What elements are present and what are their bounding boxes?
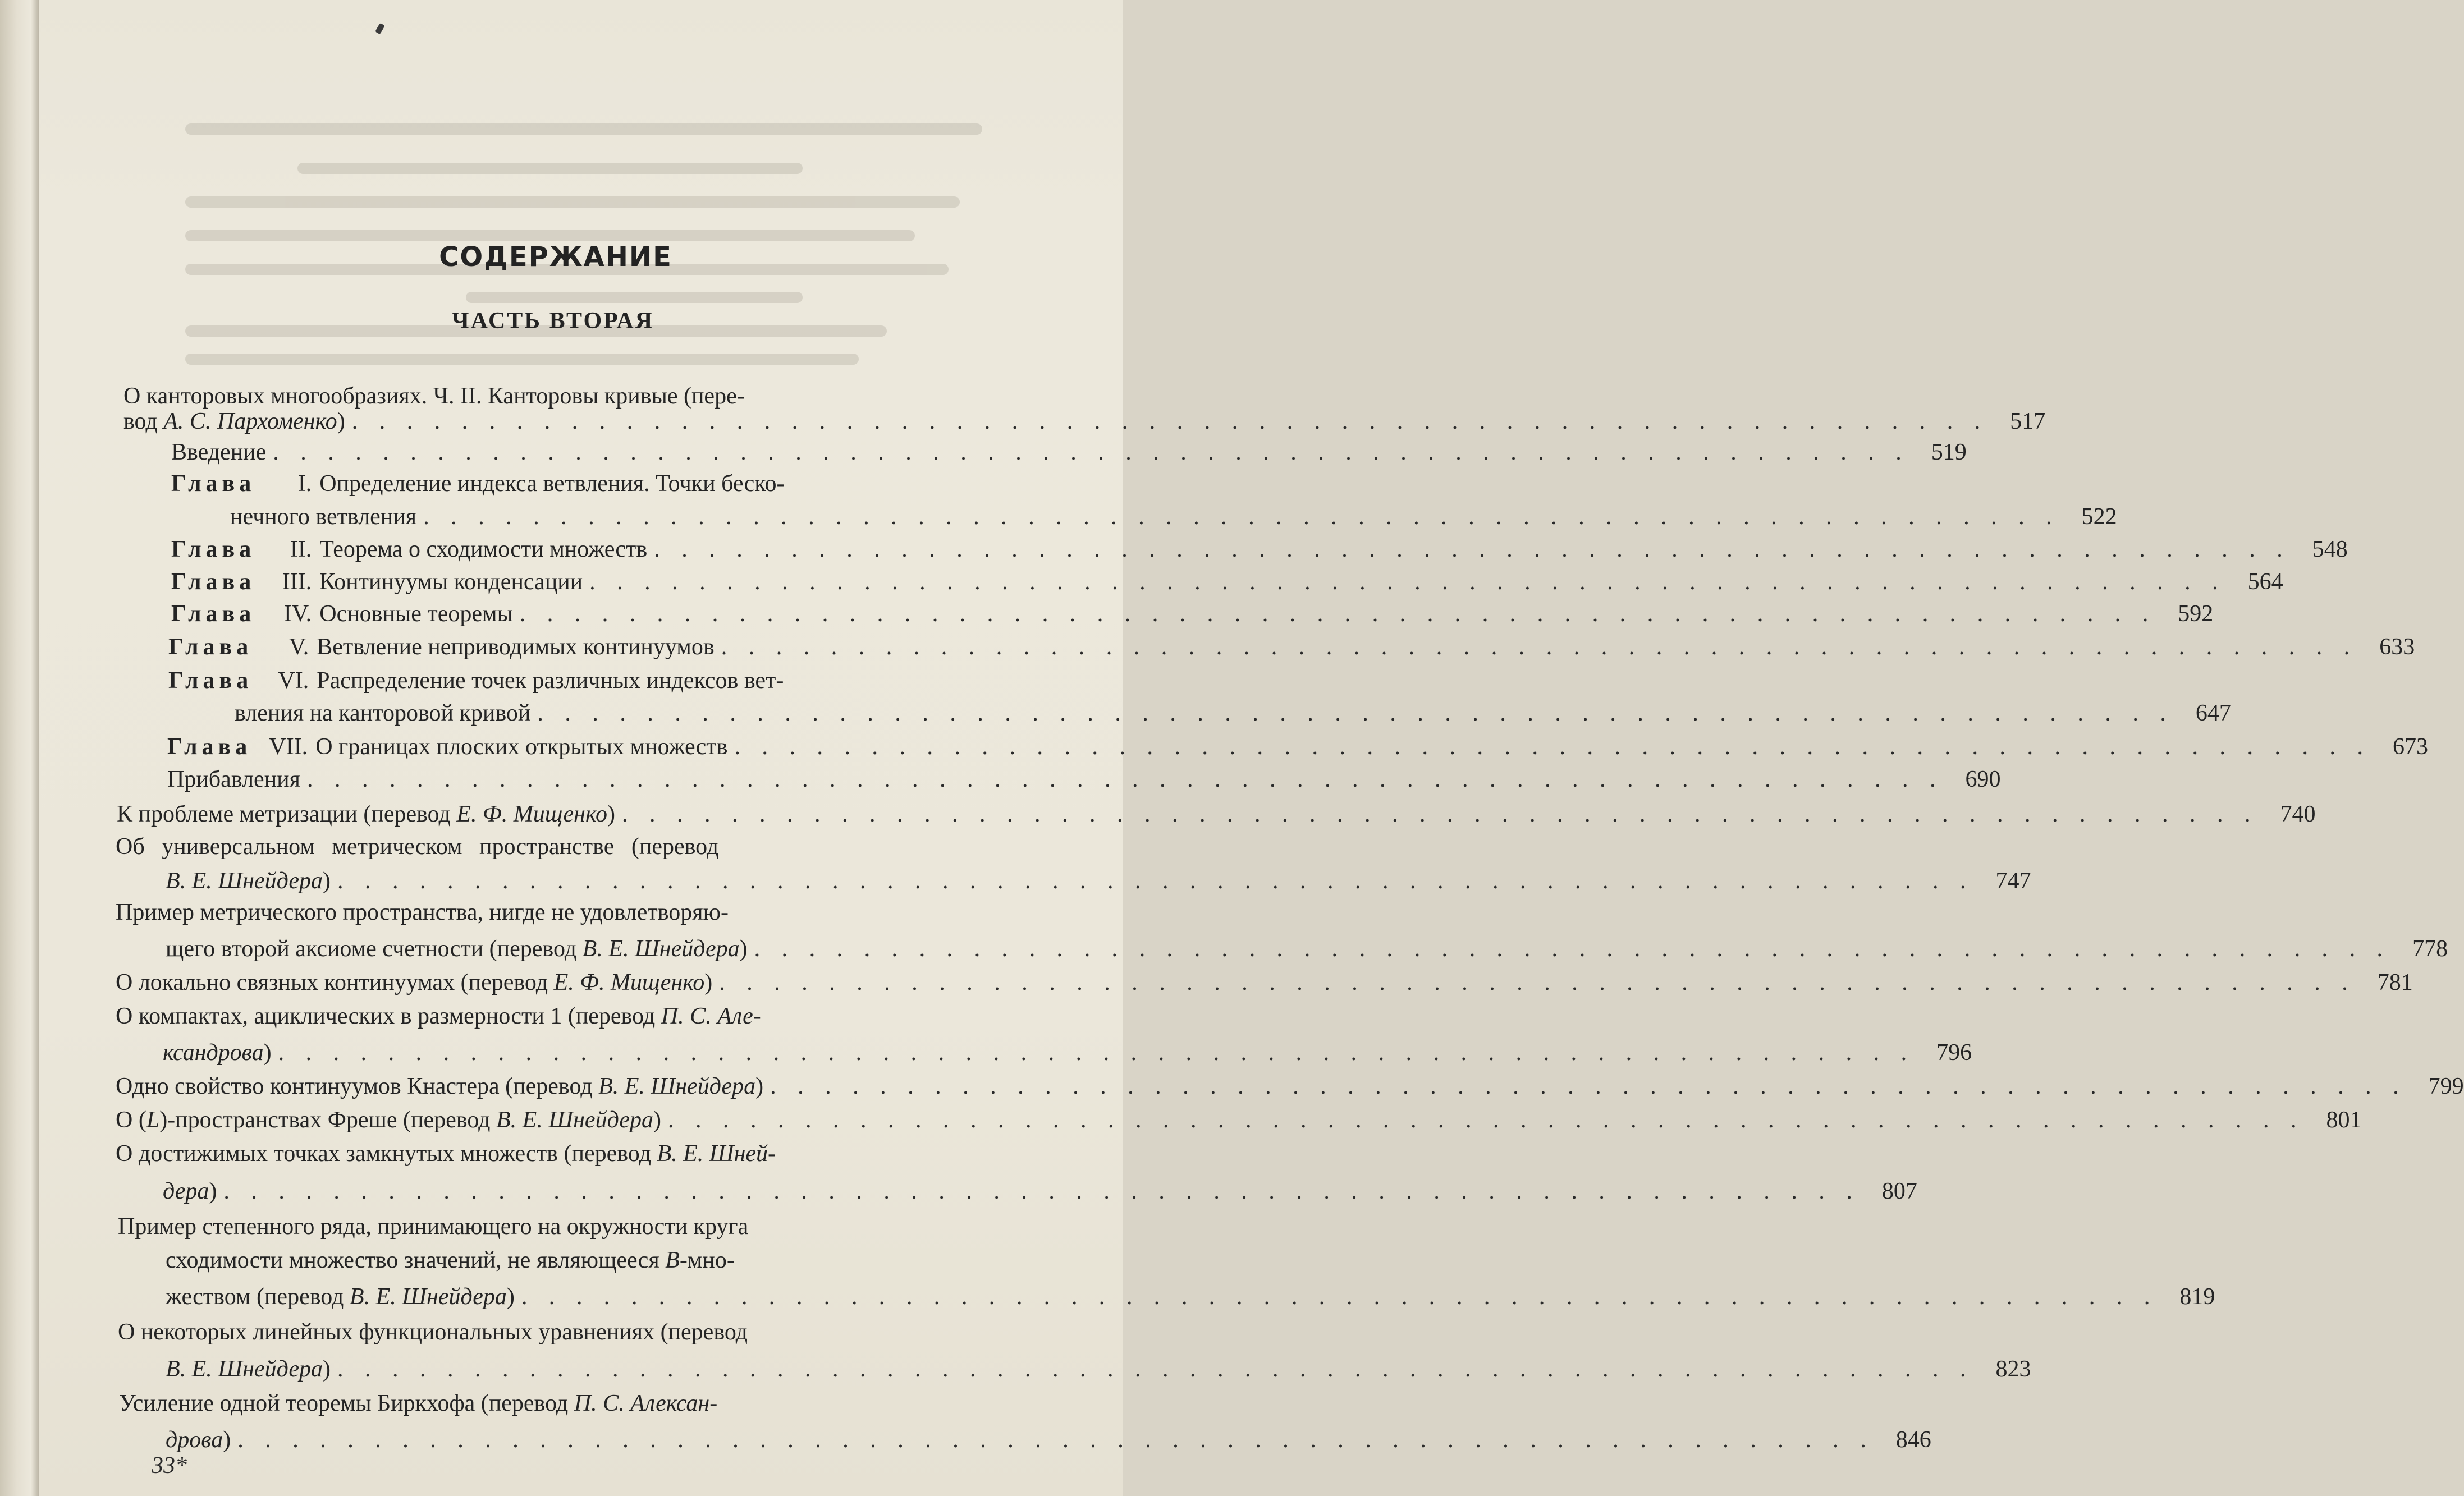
toc-line: Глава I. Определение индекса ветвления. Точки беско- [171, 471, 785, 497]
toc-entry: щего второй аксиоме счетности (перевод В. Е. Шнейдера) . . . . . . . . . . . . . . . . . . . . . . . . . . . . . . . . . . . . . . . . . . . . . . . . . . . . . . . . . . . . 778 [166, 934, 993, 963]
page-number: 548 [2312, 536, 2348, 562]
page-title: СОДЕРЖАНИЕ [439, 241, 672, 273]
toc-entry: К проблеме метризации (перевод Е. Ф. Мищенко) . . . . . . . . . . . . . . . . . . . . . . . . . . . . . . . . . . . . . . . . . . . . . . . . . . . . . . . . . . . . 740 [117, 800, 992, 829]
toc-entry: Введение . . . . . . . . . . . . . . . . . . . . . . . . . . . . . . . . . . . . . . . . . . . . . . . . . . . . . . . . . . . . 519 [171, 438, 982, 467]
page-number: 740 [2280, 801, 2316, 827]
toc-line: Об универсальном метрическом пространстве (перевод [116, 834, 719, 860]
page-number: 796 [1936, 1040, 1972, 1066]
page-number: 781 [2377, 970, 2413, 995]
toc-entry: вления на канторовой кривой . . . . . . . . . . . . . . . . . . . . . . . . . . . . . . . . . . . . . . . . . . . . . . . . . . . . . . . . . . . . 647 [235, 699, 982, 728]
toc-line: О канторовых многообразиях. Ч. II. Канторовы кривые (пере- [123, 383, 745, 409]
page-number: 592 [2178, 601, 2214, 627]
page-number: 673 [2393, 734, 2428, 760]
page-number: 647 [2195, 700, 2231, 726]
toc-entry: Глава II. Теорема о сходимости множеств . . . . . . . . . . . . . . . . . . . . . . . . . . . . . . . . . . . . . . . . . . . . . . . . . . . . . . . . . . . . 548 [171, 535, 982, 564]
page-number: 747 [1995, 868, 2031, 894]
page-number: 807 [1881, 1178, 1917, 1204]
toc-line: О некоторых линейных функциональных уравнениях (перевод [118, 1319, 748, 1345]
page-number: 819 [2179, 1284, 2215, 1310]
toc-entry: дрова) . . . . . . . . . . . . . . . . . . . . . . . . . . . . . . . . . . . . . . . . . . . . . . . . . . . . . . . . . . . . 846 [166, 1425, 1007, 1454]
part-title: ЧАСТЬ ВТОРАЯ [451, 308, 654, 334]
page-number: 522 [2081, 504, 2117, 530]
toc-entry: Глава IV. Основные теоремы . . . . . . . . . . . . . . . . . . . . . . . . . . . . . . . . . . . . . . . . . . . . . . . . . . . . . . . . . . . . 592 [171, 599, 982, 628]
toc-line: сходимости множество значений, не являющееся В-мно- [166, 1247, 735, 1273]
toc-line: О достижимых точках замкнутых множеств (перевод В. Е. Шней- [116, 1141, 776, 1167]
page-number: 799 [2428, 1073, 2464, 1099]
toc-entry: жеством (перевод В. Е. Шнейдера) . . . . . . . . . . . . . . . . . . . . . . . . . . . . . . . . . . . . . . . . . . . . . . . . . . . . . . . . . . . . 819 [166, 1282, 1002, 1311]
toc-entry: О локально связных континуумах (перевод Е. Ф. Мищенко) . . . . . . . . . . . . . . . . . . . . . . . . . . . . . . . . . . . . . . . . . . . . . . . . . . . . . . . . . . . . 781 [116, 968, 997, 997]
page-number: 564 [2247, 569, 2283, 595]
toc-entry: Глава VII. О границах плоских открытых множеств . . . . . . . . . . . . . . . . . . . . . . . . . . . . . . . . . . . . . . . . . . . . . . . . . . . . . . . . . . . . 673 [167, 732, 982, 761]
toc-entry: Прибавления . . . . . . . . . . . . . . . . . . . . . . . . . . . . . . . . . . . . . . . . . . . . . . . . . . . . . . . . . . . . 690 [167, 765, 992, 794]
signature-mark: 33* [152, 1453, 187, 1479]
toc-entry: ксандрова) . . . . . . . . . . . . . . . . . . . . . . . . . . . . . . . . . . . . . . . . . . . . . . . . . . . . . . . . . . . . 796 [163, 1038, 999, 1067]
toc-line: Глава VI. Распределение точек различных индексов вет- [168, 668, 784, 694]
toc-line: О компактах, ациклических в размерности 1 (перевод П. С. Але- [116, 1003, 761, 1029]
toc-line: Пример степенного ряда, принимающего на окружности круга [118, 1214, 749, 1240]
page-number: 846 [1895, 1427, 1931, 1453]
toc-entry: Глава III. Континуумы конденсации . . . . . . . . . . . . . . . . . . . . . . . . . . . . . . . . . . . . . . . . . . . . . . . . . . . . . . . . . . . . 564 [171, 567, 982, 596]
toc-entry: В. Е. Шнейдера) . . . . . . . . . . . . . . . . . . . . . . . . . . . . . . . . . . . . . . . . . . . . . . . . . . . . . . . . . . . . 823 [166, 1355, 1007, 1384]
page-number: 801 [2326, 1107, 2362, 1133]
toc-entry: Одно свойство континуумов Кнастера (перевод В. Е. Шнейдера) . . . . . . . . . . . . . . . . . . . . . . . . . . . . . . . . . . . . . . . . . . . . . . . . . . . . . . . . . . . . 799 [116, 1072, 1000, 1101]
page-number: 690 [1965, 767, 2001, 792]
page-number: 633 [2379, 634, 2415, 660]
page-number: 823 [1995, 1356, 2031, 1382]
page-number: 778 [2412, 936, 2448, 962]
toc-entry: нечного ветвления . . . . . . . . . . . . . . . . . . . . . . . . . . . . . . . . . . . . . . . . . . . . . . . . . . . . . . . . . . . . 522 [230, 502, 982, 531]
toc-line: Пример метрического пространства, нигде не удовлетворяю- [116, 900, 729, 925]
toc-entry: вод А. С. Пархоменко) . . . . . . . . . . . . . . . . . . . . . . . . . . . . . . . . . . . . . . . . . . . . . . . . . . . . . . . . . . . . 517 [123, 407, 982, 436]
page-number: 517 [2010, 409, 2046, 434]
toc-entry: дера) . . . . . . . . . . . . . . . . . . . . . . . . . . . . . . . . . . . . . . . . . . . . . . . . . . . . . . . . . . . . 807 [163, 1177, 999, 1206]
toc-line: Усиление одной теоремы Биркхофа (перевод П. С. Алексан- [119, 1391, 718, 1416]
toc-entry: В. Е. Шнейдера) . . . . . . . . . . . . . . . . . . . . . . . . . . . . . . . . . . . . . . . . . . . . . . . . . . . . . . . . . . . . 747 [166, 866, 993, 896]
page-number: 519 [1931, 439, 1967, 465]
toc-entry: Глава V. Ветвление неприводимых континуумов . . . . . . . . . . . . . . . . . . . . . . . . . . . . . . . . . . . . . . . . . . . . . . . . . . . . . . . . . . . . 633 [168, 632, 982, 662]
toc-entry: О (L)-пространствах Фреше (перевод В. Е. Шнейдера) . . . . . . . . . . . . . . . . . . . . . . . . . . . . . . . . . . . . . . . . . . . . . . . . . . . . . . . . . . . . 801 [116, 1105, 1000, 1135]
